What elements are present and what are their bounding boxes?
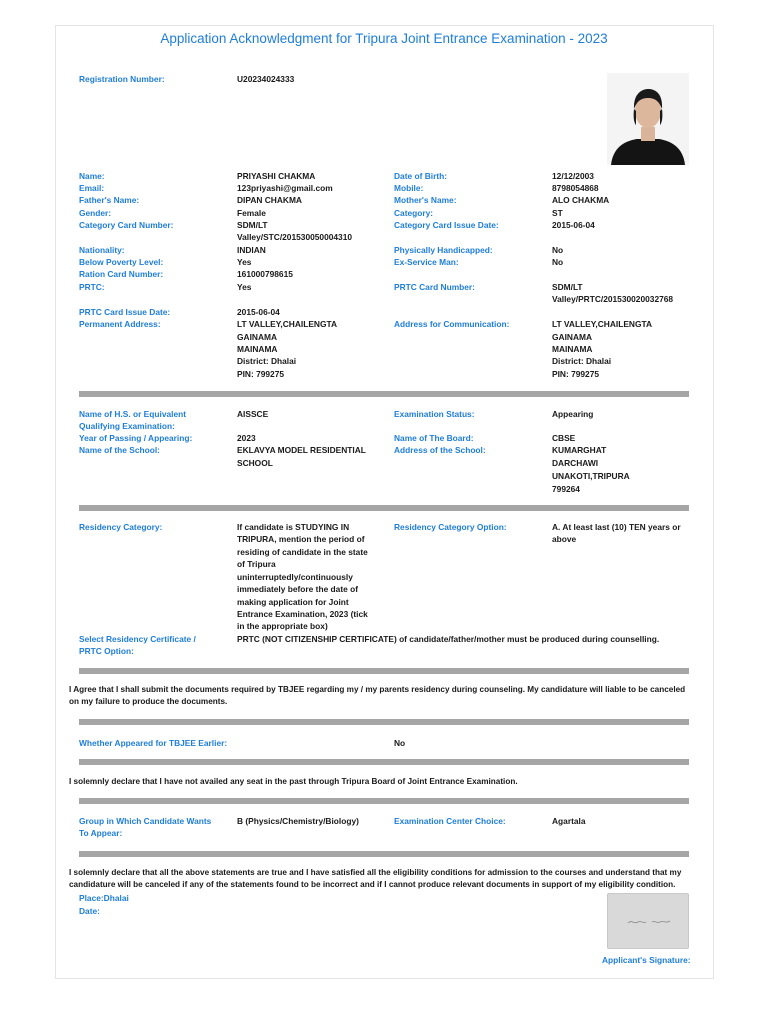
residency-category-text: If candidate is STUDYING IN: [237, 522, 350, 532]
permanent-address-line: MAINAMA: [237, 344, 278, 354]
prtc-card-value-line1: SDM/LT: [552, 282, 583, 292]
category-label: Category:: [394, 208, 434, 218]
signature-label: Applicant's Signature:: [602, 955, 691, 965]
ph-label: Physically Handicapped:: [394, 245, 493, 255]
school-value-line2: SCHOOL: [237, 458, 273, 468]
section-divider: [79, 719, 689, 725]
section-divider: [79, 798, 689, 804]
final-declaration-line1: I solemnly declare that all the above statements are true and I have satisfied all the eligibility conditions for admission to the courses and understand that my: [69, 868, 682, 877]
school-address-line: UNAKOTI,TRIPURA: [552, 471, 630, 481]
school-address-line: KUMARGHAT: [552, 445, 607, 455]
mobile-value: 8798054868: [552, 183, 599, 193]
seat-declaration: I solemnly declare that I have not availed any seat in the past through Tripura Board of Joint Entrance Examination.: [69, 777, 518, 786]
dob-label: Date of Birth:: [394, 171, 448, 181]
name-label: Name:: [79, 171, 105, 181]
email-value: 123priyashi@gmail.com: [237, 183, 333, 193]
permanent-address-label: Permanent Address:: [79, 319, 161, 329]
residency-option-line1: A. At least last (10) TEN years or: [552, 522, 681, 532]
tbjee-earlier-label: Whether Appeared for TBJEE Earlier:: [79, 738, 228, 748]
permanent-address-line: GAINAMA: [237, 332, 278, 342]
hs-value: AISSCE: [237, 409, 269, 419]
ration-label: Ration Card Number:: [79, 269, 164, 279]
hs-label-line2: Qualifying Examination:: [79, 421, 175, 431]
hs-label-line1: Name of H.S. or Equivalent: [79, 409, 187, 419]
bpl-label: Below Poverty Level:: [79, 257, 164, 267]
prtc-issue-label: PRTC Card Issue Date:: [79, 307, 171, 317]
nationality-label: Nationality:: [79, 245, 125, 255]
year-value: 2023: [237, 433, 256, 443]
prtc-card-value-line2: Valley/PRTC/201530020032768: [552, 294, 674, 304]
residency-category-text: making application for Joint: [237, 597, 349, 607]
father-label: Father's Name:: [79, 195, 140, 205]
final-declaration-line2: candidature will be canceled if any of the statements found to be incorrect and if I cannot produce relevant documents in support of my eligibility condition.: [69, 880, 676, 889]
mother-label: Mother's Name:: [394, 195, 457, 205]
category-card-label: Category Card Number:: [79, 220, 174, 230]
nationality-value: INDIAN: [237, 245, 266, 255]
ex-service-value: No: [552, 257, 564, 267]
communication-address-line: PIN: 799275: [552, 369, 600, 379]
signature-image: [607, 893, 689, 949]
category-issue-label: Category Card Issue Date:: [394, 220, 499, 230]
residency-category-text: residing of candidate in the state: [237, 547, 368, 557]
permanent-address-line: District: Dhalai: [237, 356, 297, 366]
ph-value: No: [552, 245, 564, 255]
residency-option-line2: above: [552, 534, 577, 544]
section-divider: [79, 505, 689, 511]
communication-address-line: GAINAMA: [552, 332, 593, 342]
residency-category-text: Entrance Examination, 2023 (tick: [237, 609, 368, 619]
mother-value: ALO CHAKMA: [552, 195, 610, 205]
gender-label: Gender:: [79, 208, 112, 218]
exam-center-value: Agartala: [552, 816, 586, 826]
school-address-line: 799264: [552, 484, 580, 494]
prtc-card-label: PRTC Card Number:: [394, 282, 475, 292]
residency-category-text: in the appropriate box): [237, 621, 328, 631]
group-value: B (Physics/Chemistry/Biology): [237, 816, 359, 826]
section-divider: [79, 851, 689, 857]
communication-address-line: MAINAMA: [552, 344, 593, 354]
residency-cert-value: PRTC (NOT CITIZENSHIP CERTIFICATE) of candidate/father/mother must be produced during counselling.: [237, 634, 660, 644]
communication-address-label: Address for Communication:: [394, 319, 510, 329]
signature-scribble-icon: [626, 918, 672, 926]
name-value: PRIYASHI CHAKMA: [237, 171, 316, 181]
exam-status-value: Appearing: [552, 409, 594, 419]
communication-address-line: LT VALLEY,CHAILENGTA: [552, 319, 653, 329]
residency-cert-label-line1: Select Residency Certificate /: [79, 634, 196, 644]
school-label: Name of the School:: [79, 445, 160, 455]
communication-address-line: District: Dhalai: [552, 356, 612, 366]
mobile-label: Mobile:: [394, 183, 424, 193]
section-divider: [79, 391, 689, 397]
date-label: Date:: [79, 906, 100, 916]
residency-option-label: Residency Category Option:: [394, 522, 507, 532]
prtc-label: PRTC:: [79, 282, 105, 292]
residency-category-text: immediately before the date of: [237, 584, 358, 594]
category-card-value-line1: SDM/LT: [237, 220, 268, 230]
place-label: Place:Dhalai: [79, 893, 129, 903]
dob-value: 12/12/2003: [552, 171, 594, 181]
school-address-label: Address of the School:: [394, 445, 486, 455]
category-value: ST: [552, 208, 563, 218]
tbjee-earlier-value: No: [394, 738, 406, 748]
category-card-value-line2: Valley/STC/201530050004310: [237, 232, 353, 242]
year-label: Year of Passing / Appearing:: [79, 433, 193, 443]
bpl-value: Yes: [237, 257, 252, 267]
exam-center-label: Examination Center Choice:: [394, 816, 506, 826]
residency-category-text: uninterruptedly/continuously: [237, 572, 353, 582]
father-value: DIPAN CHAKMA: [237, 195, 302, 205]
residency-category-text: of Tripura: [237, 559, 276, 569]
exam-status-label: Examination Status:: [394, 409, 475, 419]
permanent-address-line: LT VALLEY,CHAILENGTA: [237, 319, 338, 329]
acknowledgment-sheet: [55, 25, 714, 979]
group-label-line1: Group in Which Candidate Wants: [79, 816, 212, 826]
residency-category-text: TRIPURA, mention the period of: [237, 534, 365, 544]
agreement-text-line1: I Agree that I shall submit the documents required by TBJEE regarding my / my parents residency during counseling. My candidature will liable to be canceled: [69, 685, 686, 694]
board-value: CBSE: [552, 433, 576, 443]
category-issue-value: 2015-06-04: [552, 220, 595, 230]
section-divider: [79, 668, 689, 674]
ex-service-label: Ex-Service Man:: [394, 257, 459, 267]
registration-label: Registration Number:: [79, 74, 165, 84]
prtc-value: Yes: [237, 282, 252, 292]
ration-value: 161000798615: [237, 269, 293, 279]
person-photo-icon: [607, 73, 689, 165]
school-address-line: DARCHAWI: [552, 458, 599, 468]
board-label: Name of The Board:: [394, 433, 474, 443]
gender-value: Female: [237, 208, 266, 218]
section-divider: [79, 759, 689, 765]
prtc-issue-value: 2015-06-04: [237, 307, 280, 317]
group-label-line2: To Appear:: [79, 828, 123, 838]
email-label: Email:: [79, 183, 105, 193]
residency-cert-label-line2: PRTC Option:: [79, 646, 134, 656]
candidate-photo: [607, 73, 689, 165]
school-value-line1: EKLAVYA MODEL RESIDENTIAL: [237, 445, 366, 455]
residency-category-label: Residency Category:: [79, 522, 163, 532]
registration-value: U20234024333: [237, 74, 295, 84]
agreement-text-line2: on my failure to produce the documents.: [69, 697, 228, 706]
permanent-address-line: PIN: 799275: [237, 369, 285, 379]
page-title: Application Acknowledgment for Tripura Joint Entrance Examination - 2023: [160, 31, 608, 46]
